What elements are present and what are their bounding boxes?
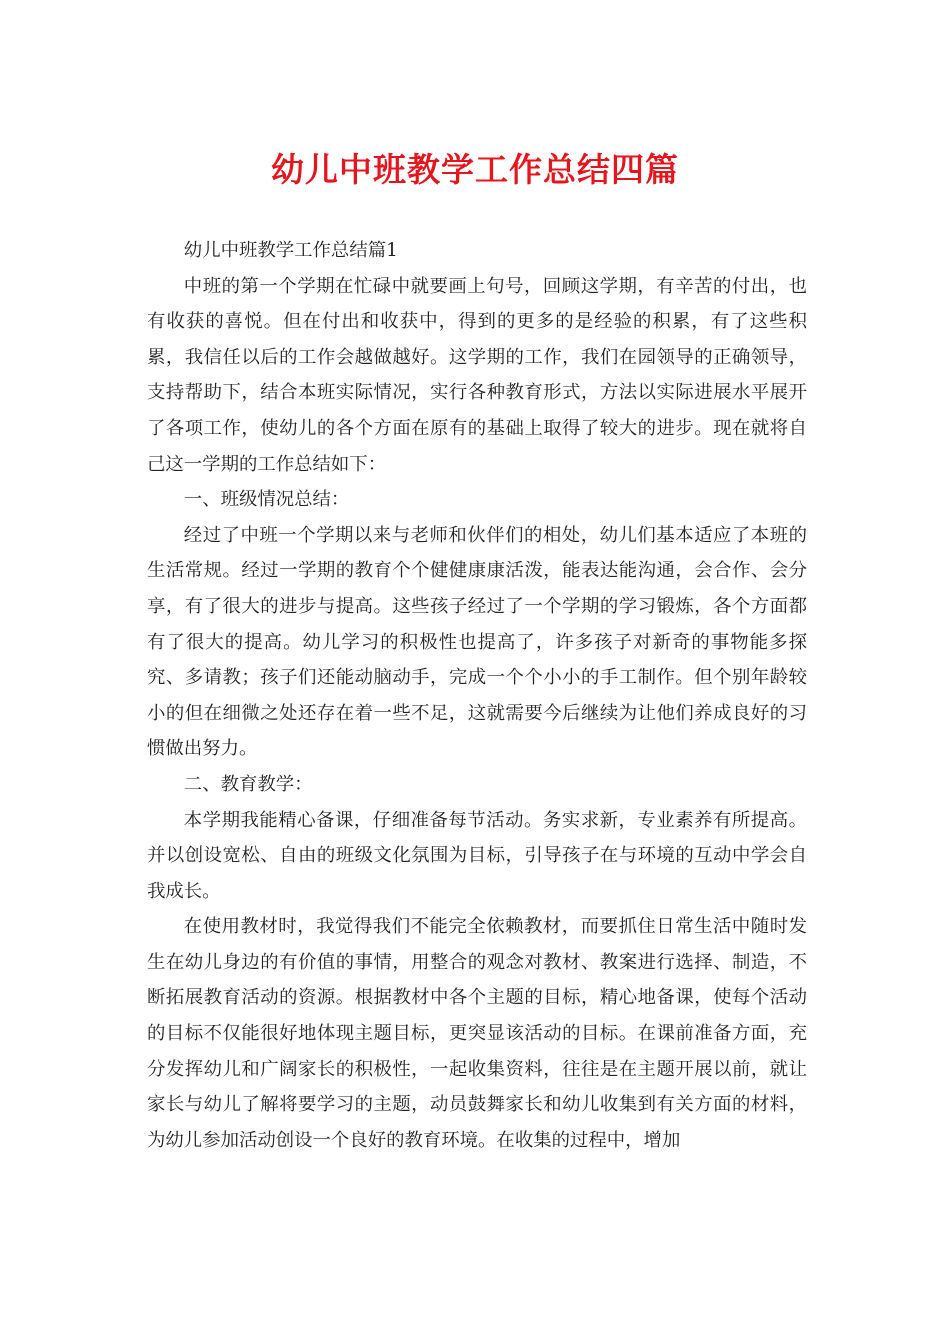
document-title: 幼儿中班教学工作总结四篇 (271, 150, 679, 189)
paragraph-heading-class-summary: 一、班级情况总结： (183, 489, 350, 511)
paragraph-teaching-2: 在使用教材时，我觉得我们不能完全依赖教材，而要抓住日常生活中随时发生在幼儿身边的有价值的事情，用整合的观念对教材、教案进行选择、制造，不断拓展教育活动的资源。根据教材中各个主题的目标，精心地备课，使每个活动的目标不仅能很好地体现主题目标，更突显该活动的目标。在课前准备方面，充分发挥幼儿和广阔家长的积极性，一起收集资料，往往是在主题开展以前，就让家长与幼儿了解将要学习的主题，动员鼓舞家长和幼儿收集到有关方面的材料，为幼儿参加活动创设一个良好的教育环境。在收集的过程中，增加 (147, 916, 807, 1151)
paragraph-teaching-1: 本学期我能精心备课，仔细准备每节活动。务实求新，专业素养有所提高。并以创设宽松、自由的班级文化氛围为目标，引导孩子在与环境的互动中学会自我成长。 (147, 809, 807, 902)
paragraph-intro: 中班的第一个学期在忙碌中就要画上句号，回顾这学期，有辛苦的付出，也有收获的喜悦。但在付出和收获中，得到的更多的是经验的积累，有了这些积累，我信任以后的工作会越做越好。这学期的工作，我们在园领导的正确领导，支持帮助下，结合本班实际情况，实行各种教育形式，方法以实际进展水平展开了各项工作，使幼儿的各个方面在原有的基础上取得了较大的进步。现在就将自己这一学期的工作总结如下： (147, 275, 807, 475)
document-body (147, 233, 807, 1158)
paragraph-class-summary: 经过了中班一个学期以来与老师和伙伴们的相处，幼儿们基本适应了本班的生活常规。经过一学期的教育个个健健康康活泼，能表达能沟通，会合作、会分享，有了很大的进步与提高。这些孩子经过了一个学期的学习锻炼，各个方面都有了很大的提高。幼儿学习的积极性也提高了，许多孩子对新奇的事物能多探究、多请教；孩子们还能动脑动手，完成一个个小小的手工制作。但个别年龄较小的但在细微之处还存在着一些不足，这就需要今后继续为让他们养成良好的习惯做出努力。 (147, 524, 807, 760)
paragraph-section-heading: 幼儿中班教学工作总结篇1 (183, 240, 398, 261)
paragraph-heading-teaching: 二、教育教学： (183, 773, 313, 795)
